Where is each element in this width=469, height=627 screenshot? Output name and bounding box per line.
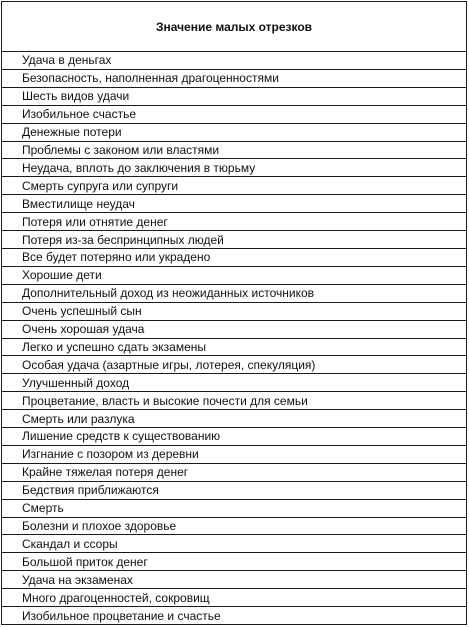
table-row: Болезни и плохое здоровье [2,518,466,536]
table-row: Смерть супруга или супруги [2,177,466,195]
table-row: Улучшенный доход [2,374,466,392]
table-row: Большой приток денег [2,553,466,571]
table-row: Бедствия приближаются [2,482,466,500]
table-row: Смерть или разлука [2,410,466,428]
table-row: Вместилище неудач [2,195,466,213]
table-row: Крайне тяжелая потеря денег [2,464,466,482]
table-row: Изобильное счастье [2,106,466,124]
table-row: Хорошие дети [2,267,466,285]
table-row: Особая удача (азартные игры, лотерея, спекуляция) [2,356,466,374]
table-row: Шесть видов удачи [2,88,466,106]
table-row: Лишение средств к существованию [2,428,466,446]
table-row: Скандал и ссоры [2,535,466,553]
table-row: Удача в деньгах [2,52,466,70]
table-row: Дополнительный доход из неожиданных источников [2,285,466,303]
meanings-table [1,1,467,625]
table-row: Смерть [2,500,466,518]
table-row: Легко и успешно сдать экзамены [2,339,466,357]
table-header: Значение малых отрезков [2,2,466,52]
table-row: Процветание, власть и высокие почести для семьи [2,392,466,410]
table-row: Изгнание с позором из деревни [2,446,466,464]
table-row: Денежные потери [2,124,466,142]
table-row: Изобильное процветание и счастье [22,608,221,623]
table-row: Потеря из-за беспринципных людей [2,231,466,249]
table-row: Все будет потеряно или украдено [2,249,466,267]
table-row: Потеря или отнятие денег [2,213,466,231]
table-row: Очень успешный сын [2,303,466,321]
table-row: Удача на экзаменах [2,571,466,589]
table-row: Проблемы с законом или властями [2,142,466,160]
table-row: Безопасность, наполненная драгоценностями [2,70,466,88]
table-row: Очень хорошая удача [2,321,466,339]
table-row: Много драгоценностей, сокровищ [2,589,466,607]
table-body [2,52,466,624]
table-row: Неудача, вплоть до заключения в тюрьму [2,159,466,177]
